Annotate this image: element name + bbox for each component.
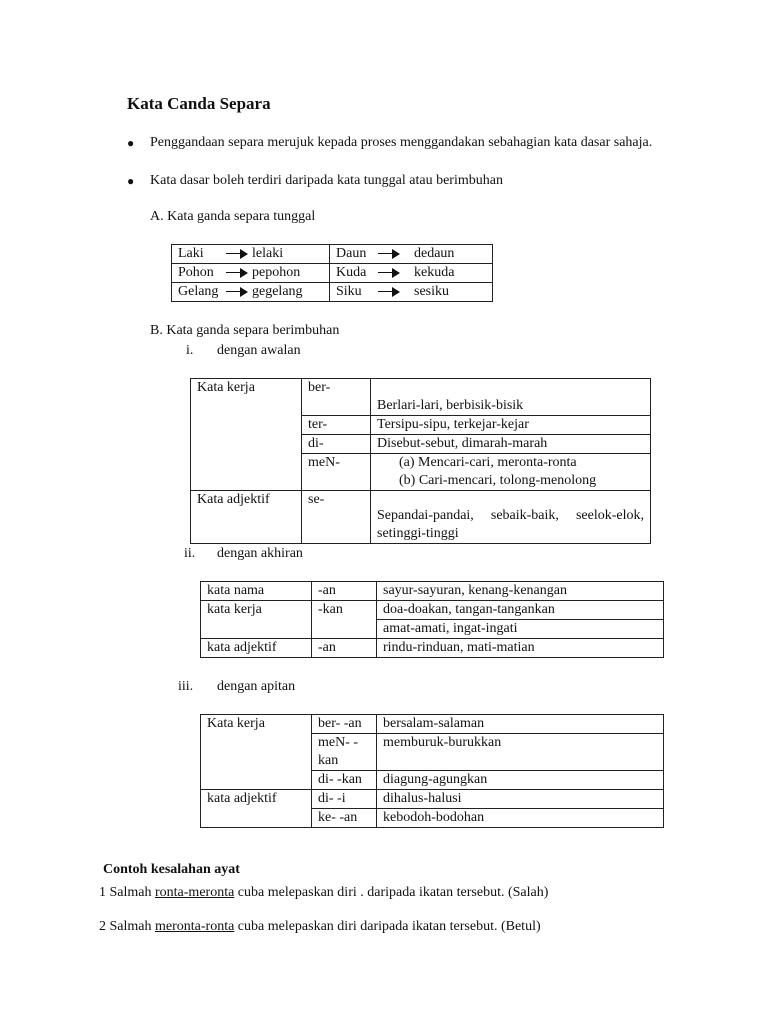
table-cell: di- bbox=[302, 435, 371, 454]
example-sentence: 1 Salmah ronta-meronta cuba melepaskan diri . daripada ikatan tersebut. (Salah) bbox=[99, 885, 549, 900]
table-awalan bbox=[190, 378, 651, 544]
table-cell: meN- -kan bbox=[312, 734, 377, 771]
table-cell: di- -kan bbox=[312, 771, 377, 790]
table-row bbox=[201, 601, 664, 620]
table-cell: Kata kerja bbox=[191, 379, 302, 491]
table-cell: ber- bbox=[302, 379, 371, 416]
table-row bbox=[201, 790, 664, 809]
table-cell: Pohon pepohon bbox=[172, 264, 330, 283]
table-cell bbox=[371, 454, 651, 491]
table-cell: bersalam-salaman bbox=[377, 715, 664, 734]
table-cell: Laki lelaki bbox=[172, 245, 330, 264]
table-cell: -an bbox=[312, 639, 377, 658]
table-cell: diagung-agungkan bbox=[377, 771, 664, 790]
table-cell: ke- -an bbox=[312, 809, 377, 828]
section-a-heading: A. Kata ganda separa tunggal bbox=[150, 209, 316, 224]
table-cell: Berlari-lari, berbisik-bisik bbox=[371, 379, 651, 416]
table-akhiran bbox=[200, 581, 664, 658]
arrow-right-icon bbox=[378, 249, 400, 259]
table-cell: Tersipu-sipu, terkejar-kejar bbox=[371, 416, 651, 435]
table-cell: kata nama bbox=[201, 582, 312, 601]
bullet-text: Penggandaan separa merujuk kepada proses menggandakan sebahagian kata dasar sahaja. bbox=[150, 135, 653, 150]
table-cell: ter- bbox=[302, 416, 371, 435]
table-cell: kata adjektif bbox=[201, 790, 312, 828]
table-cell: ber- -an bbox=[312, 715, 377, 734]
table-row bbox=[201, 639, 664, 658]
highlighted-word: ronta-meronta bbox=[155, 885, 235, 900]
subsection-label: dengan awalan bbox=[217, 343, 301, 358]
table-cell: di- -i bbox=[312, 790, 377, 809]
contoh-heading: Contoh kesalahan ayat bbox=[103, 862, 240, 877]
table-cell: Daun dedaun bbox=[330, 245, 493, 264]
subsection-label: dengan akhiran bbox=[217, 546, 303, 561]
arrow-right-icon bbox=[378, 268, 400, 278]
example-sentence: 2 Salmah meronta-ronta cuba melepaskan diri daripada ikatan tersebut. (Betul) bbox=[99, 919, 541, 934]
arrow-right-icon bbox=[226, 249, 248, 259]
table-cell: Gelang gegelang bbox=[172, 283, 330, 302]
bullet-item bbox=[127, 172, 662, 190]
section-b-heading: B. Kata ganda separa berimbuhan bbox=[150, 323, 340, 338]
table-cell: se- bbox=[302, 491, 371, 544]
table-kata-ganda-tunggal bbox=[171, 244, 493, 302]
arrow-right-icon bbox=[378, 287, 400, 297]
table-cell: -kan bbox=[312, 601, 377, 639]
table-cell: dihalus-halusi bbox=[377, 790, 664, 809]
highlighted-word: meronta-ronta bbox=[155, 919, 235, 934]
subsection-number: iii. bbox=[178, 679, 194, 694]
table-cell: memburuk-burukkan bbox=[377, 734, 664, 771]
subsection-label: dengan apitan bbox=[217, 679, 296, 694]
table-cell: rindu-rinduan, mati-matian bbox=[377, 639, 664, 658]
list-item: (a) Mencari-cari, meronta-ronta bbox=[399, 455, 577, 470]
table-cell: Sepandai-pandai, sebaik-baik, seelok-elok, setinggi-tinggi bbox=[371, 491, 651, 544]
table-cell: doa-doakan, tangan-tangankan bbox=[377, 601, 664, 620]
table-row bbox=[201, 582, 664, 601]
table-cell: meN- bbox=[302, 454, 371, 491]
bullet-text: Kata dasar boleh terdiri daripada kata tunggal atau berimbuhan bbox=[150, 173, 503, 188]
table-row bbox=[191, 379, 651, 416]
table-row bbox=[172, 283, 493, 302]
table-row bbox=[172, 245, 493, 264]
subsection-number: ii. bbox=[184, 546, 196, 561]
bullet-dot-icon: ● bbox=[127, 136, 135, 150]
table-cell: sayur-sayuran, kenang-kenangan bbox=[377, 582, 664, 601]
table-cell: Disebut-sebut, dimarah-marah bbox=[371, 435, 651, 454]
bullet-dot-icon: ● bbox=[127, 174, 135, 188]
bullet-item bbox=[127, 134, 662, 170]
table-cell: Kata adjektif bbox=[191, 491, 302, 544]
table-cell: -an bbox=[312, 582, 377, 601]
table-cell: kebodoh-bodohan bbox=[377, 809, 664, 828]
subsection-number: i. bbox=[186, 343, 194, 358]
table-cell: Kata kerja bbox=[201, 715, 312, 790]
table-cell: Siku sesiku bbox=[330, 283, 493, 302]
table-cell: kata adjektif bbox=[201, 639, 312, 658]
table-cell: amat-amati, ingat-ingati bbox=[377, 620, 664, 639]
table-row bbox=[201, 715, 664, 734]
table-cell: Kuda kekuda bbox=[330, 264, 493, 283]
table-apitan bbox=[200, 714, 664, 828]
table-row bbox=[191, 491, 651, 544]
page-title: Kata Canda Separa bbox=[127, 94, 271, 113]
table-cell: kata kerja bbox=[201, 601, 312, 639]
arrow-right-icon bbox=[226, 268, 248, 278]
arrow-right-icon bbox=[226, 287, 248, 297]
list-item: (b) Cari-mencari, tolong-menolong bbox=[399, 473, 597, 488]
table-row bbox=[172, 264, 493, 283]
